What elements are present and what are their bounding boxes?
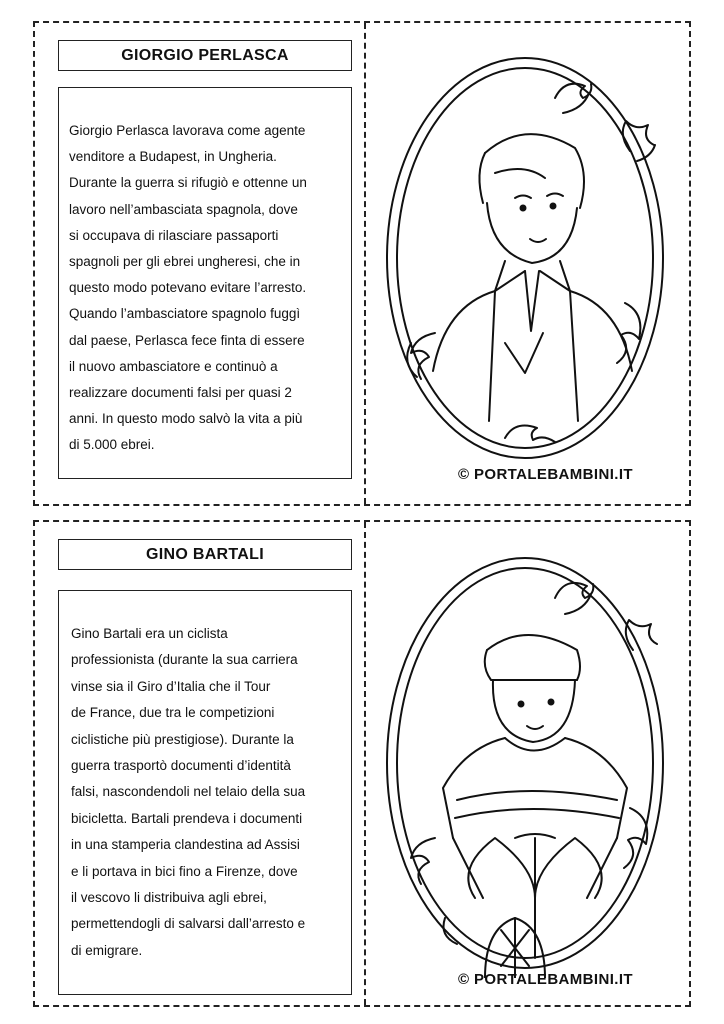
text-line: in una stamperia clandestina ad Assisi bbox=[71, 837, 300, 853]
text-line: Durante la guerra si rifugiò e ottenne un bbox=[69, 175, 307, 191]
text-line: de France, due tra le competizioni bbox=[71, 705, 275, 721]
card-title: GINO BARTALI bbox=[58, 539, 352, 570]
text-line: permettendogli di salvarsi dall’arresto e bbox=[71, 916, 306, 932]
text-line: dal paese, Perlasca fece finta di essere bbox=[69, 332, 305, 348]
text-line: di emigrare. bbox=[71, 942, 143, 958]
cyclist-portrait-icon bbox=[375, 538, 675, 978]
biography-text bbox=[58, 87, 352, 479]
text-line: realizzare documenti falsi per quasi 2 bbox=[69, 385, 292, 401]
text-line: venditore a Budapest, in Ungheria. bbox=[69, 149, 277, 165]
text-line: si occupava di rilasciare passaporti bbox=[69, 227, 279, 243]
fold-line bbox=[364, 23, 366, 504]
man-in-suit-portrait-icon bbox=[375, 43, 675, 463]
text-line: Quando l’ambasciatore spagnolo fuggì bbox=[69, 306, 301, 322]
text-line: questo modo potevano evitare l’arresto. bbox=[69, 280, 307, 296]
copyright-label: © PORTALEBAMBINI.IT bbox=[457, 466, 633, 483]
text-line: il nuovo ambasciatore e continuò a bbox=[69, 358, 278, 374]
text-line: il vescovo li distribuiva agli ebrei, bbox=[71, 890, 267, 906]
card-title: GIORGIO PERLASCA bbox=[58, 40, 352, 71]
text-line: Giorgio Perlasca lavorava come agente bbox=[69, 123, 306, 138]
biography-text bbox=[58, 590, 352, 995]
text-line: falsi, nascondendoli nel telaio della sua bbox=[71, 784, 306, 800]
fold-line bbox=[364, 522, 366, 1005]
text-line: anni. In questo modo salvò la vita a più bbox=[69, 411, 303, 427]
text-line: vinse sia il Giro d’Italia che il Tour bbox=[71, 678, 271, 694]
text-line: professionista (durante la sua carriera bbox=[71, 652, 298, 668]
text-line: di 5.000 ebrei. bbox=[69, 437, 155, 453]
copyright-label: © PORTALEBAMBINI.IT bbox=[457, 971, 633, 988]
card-giorgio-perlasca bbox=[33, 21, 691, 506]
text-line: ciclistiche più prestigiose). Durante la bbox=[71, 731, 294, 747]
text-line: Gino Bartali era un ciclista bbox=[71, 626, 228, 641]
text-line: e li portava in bici fino a Firenze, dove bbox=[71, 863, 298, 879]
text-line: guerra trasportò documenti d’identità bbox=[71, 758, 291, 774]
text-line: spagnoli per gli ebrei ungheresi, che in bbox=[69, 254, 301, 270]
text-line: lavoro nell’ambasciata spagnola, dove bbox=[69, 201, 298, 217]
card-gino-bartali bbox=[33, 520, 691, 1007]
text-line: bicicletta. Bartali prendeva i documenti bbox=[71, 810, 303, 826]
